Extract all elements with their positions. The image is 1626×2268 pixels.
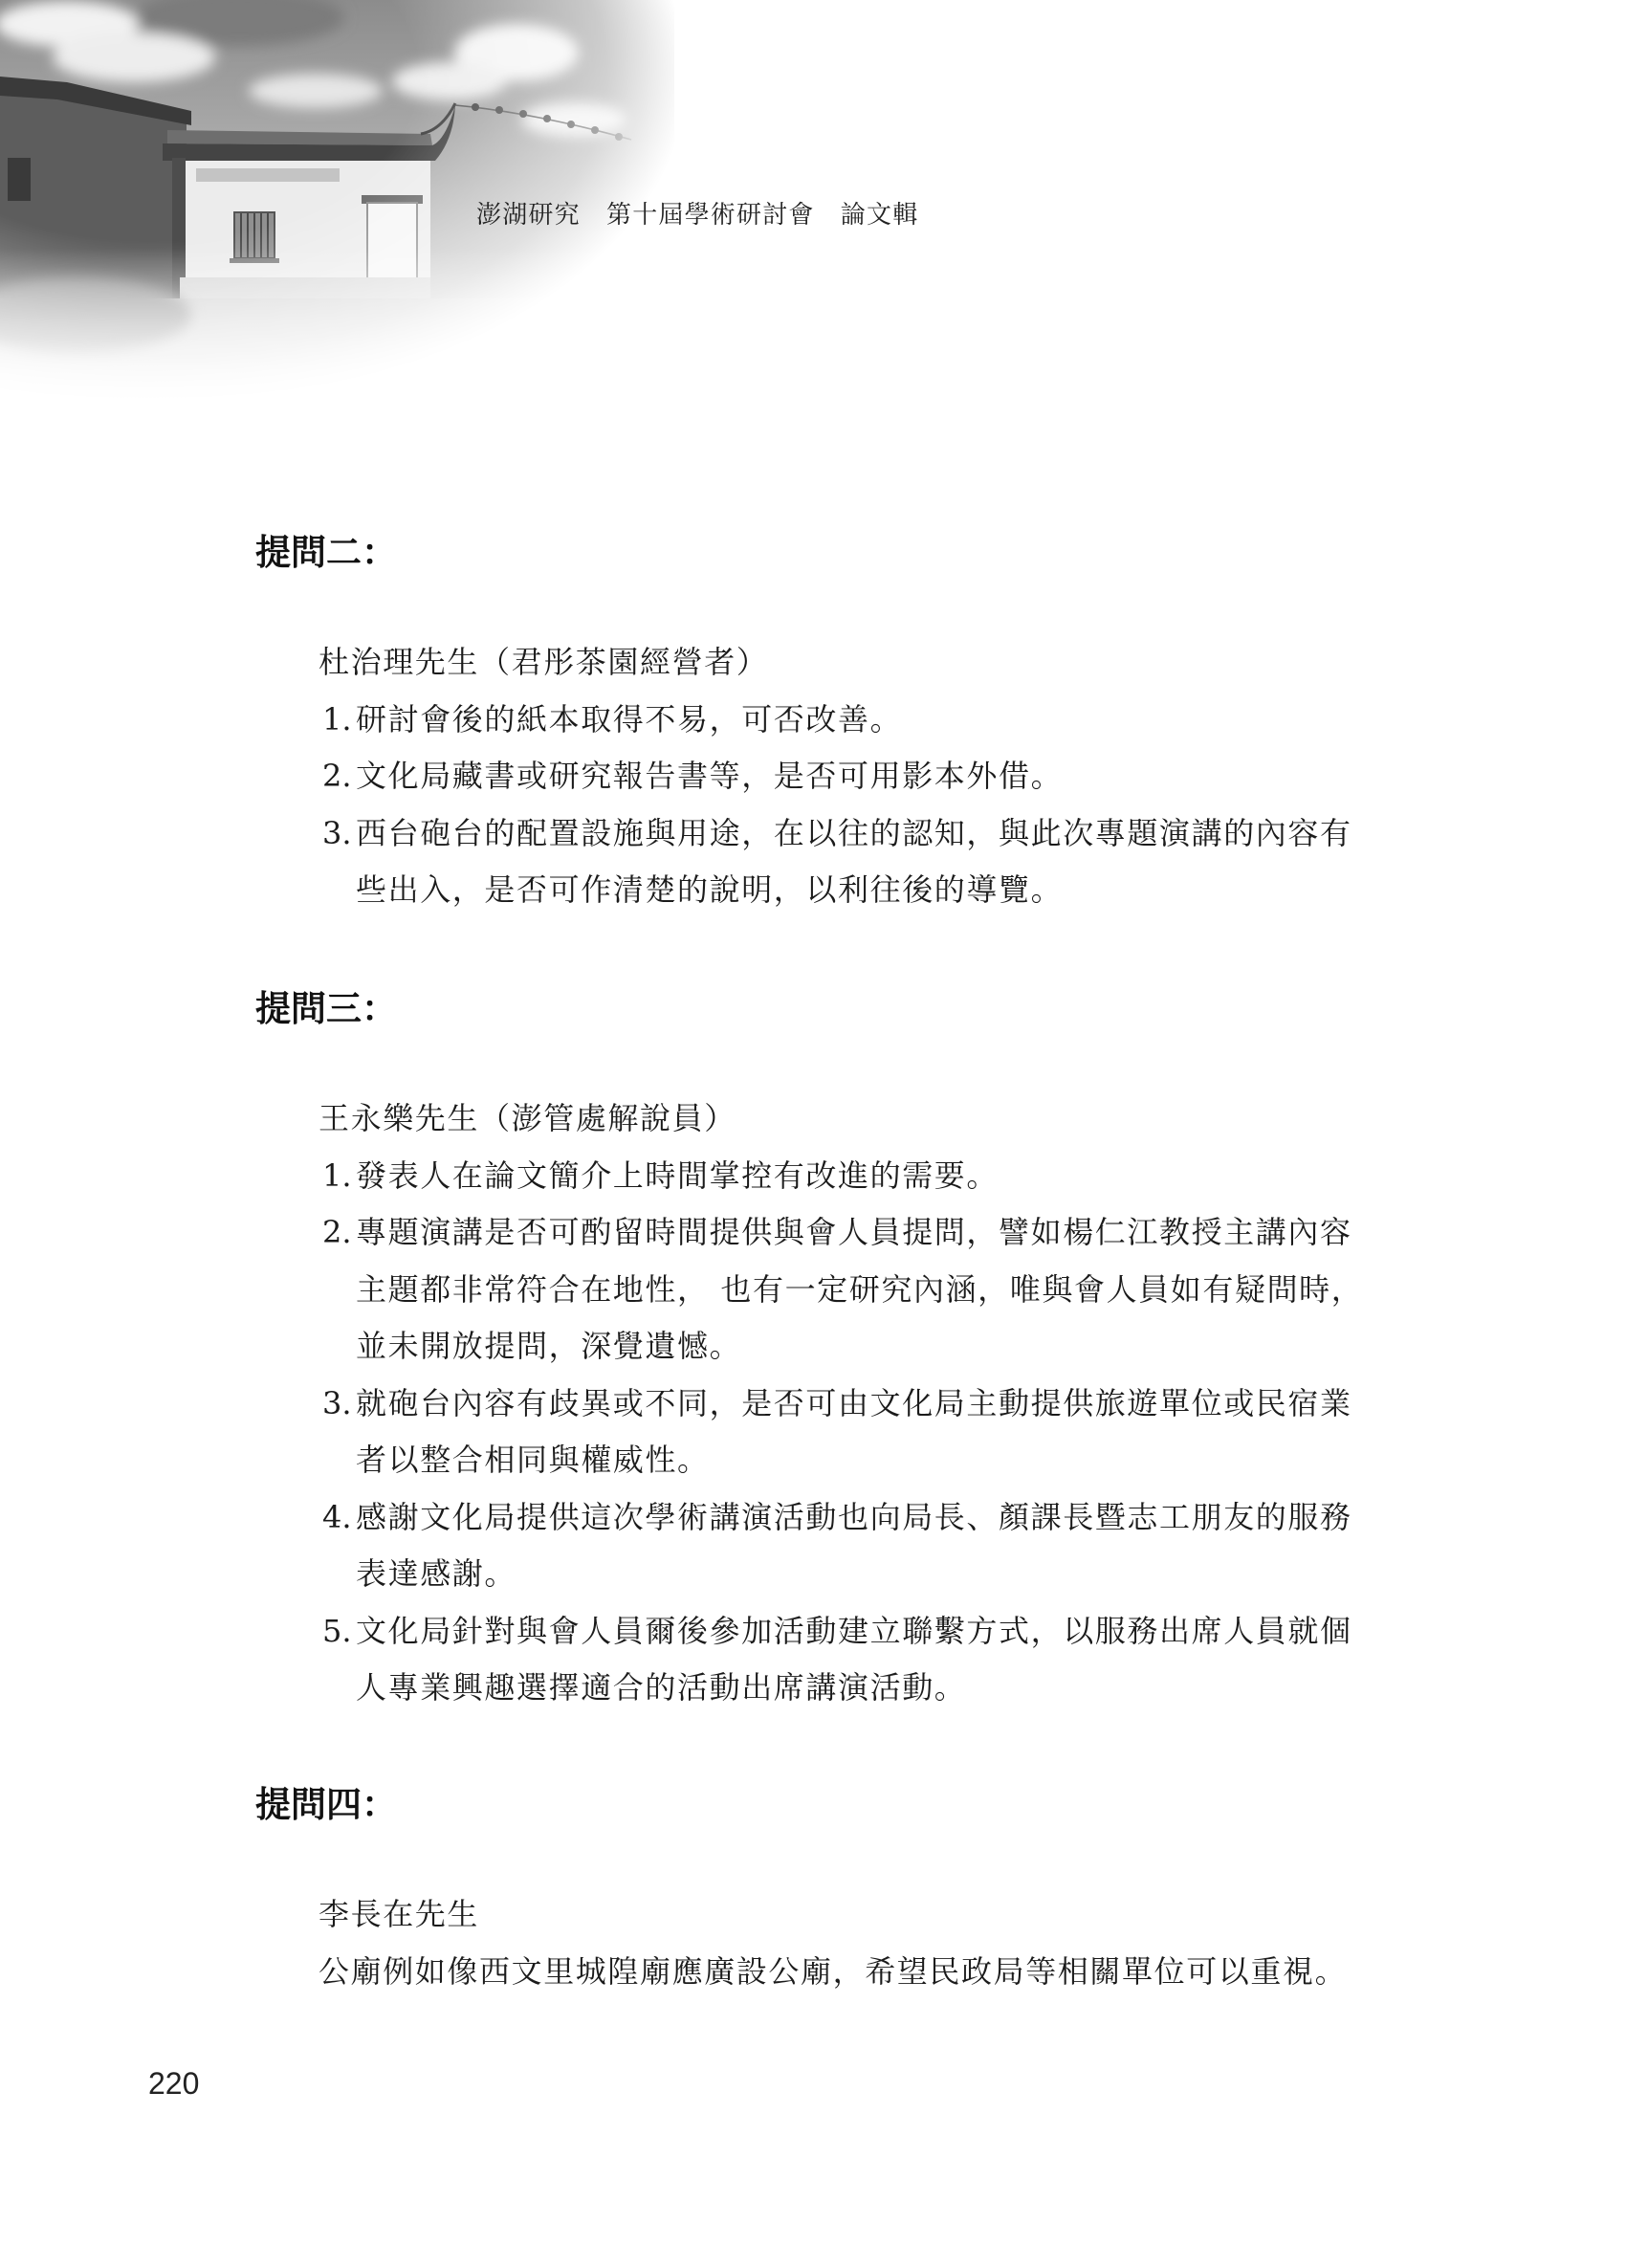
item-line — [322, 1204, 1363, 1262]
list-item — [255, 805, 1352, 919]
list-item — [255, 1204, 1363, 1376]
item-text-line: 主題都非常符合在地性， 也有一定研究內涵，唯與會人員如有疑問時， — [356, 1270, 1364, 1308]
item-line — [322, 1376, 1363, 1433]
list-item — [255, 1603, 1363, 1717]
item-number: 1. — [322, 1156, 352, 1194]
item-number: 1. — [322, 700, 352, 738]
item-text-line: 專題演講是否可酌留時間提供與會人員提問，譬如楊仁江教授主講內容 — [356, 1214, 1352, 1250]
left-window — [8, 158, 31, 201]
speaker-name: 王永樂先生（澎管處解說員） — [319, 1100, 736, 1136]
cloud — [249, 74, 383, 108]
item-text-line: 文化局藏書或研究報告書等，是否可用影本外借。 — [356, 758, 1064, 794]
question-section — [255, 1781, 1347, 2000]
item-number: 3. — [322, 814, 352, 851]
cloud — [521, 102, 626, 137]
page-number: 220 — [148, 2066, 200, 2101]
light-bulb — [567, 121, 575, 128]
item-text-line: 西台砲台的配置設施與用途，在以往的認知，與此次專題演講的內容有 — [356, 814, 1352, 851]
item-text-line: 並未開放提問，深覺遺憾。 — [356, 1328, 742, 1364]
item-line — [322, 692, 1352, 749]
item-text-line: 文化局針對與會人員爾後參加活動建立聯繫方式，以服務出席人員就個 — [356, 1612, 1352, 1649]
list-item — [255, 1148, 1363, 1205]
question-heading: 提問三： — [255, 988, 397, 1029]
comment-paragraph: 公廟例如像西文里城隍廟應廣設公廟，希望民政局等相關單位可以重視。 — [319, 1952, 1348, 1990]
item-text-line: 人專業興趣選擇適合的活動出席講演活動。 — [356, 1669, 967, 1706]
light-bulb — [591, 126, 599, 134]
running-header: 澎湖研究 第十屆學術研討會 論文輯 — [476, 201, 919, 230]
light-bulb — [615, 133, 623, 141]
item-line — [322, 1489, 1363, 1547]
item-line — [322, 748, 1352, 805]
light-bulb — [543, 115, 551, 122]
speaker-name: 李長在先生 — [319, 1896, 480, 1932]
question-section — [255, 529, 1352, 919]
item-text-line: 表達感謝。 — [356, 1555, 517, 1592]
item-text-line: 感謝文化局提供這次學術講演活動也向局長、顏課長暨志工朋友的服務 — [356, 1498, 1352, 1535]
cloud — [392, 62, 507, 100]
item-line — [322, 1148, 1363, 1205]
question-heading: 提問二： — [255, 532, 397, 573]
item-line — [322, 1603, 1363, 1661]
item-text-line: 就砲台內容有歧異或不同，是否可由文化局主動提供旅遊單位或民宿業 — [356, 1384, 1352, 1421]
speaker-name: 杜治理先生（君彤茶園經營者） — [319, 644, 769, 680]
light-bulb — [495, 106, 503, 114]
light-bulb — [472, 103, 479, 111]
item-number: 2. — [322, 758, 352, 794]
ground-mist — [0, 249, 674, 416]
item-number: 3. — [322, 1384, 352, 1421]
decorative-band — [196, 168, 340, 182]
item-number: 5. — [322, 1612, 352, 1649]
item-text-line: 研討會後的紙本取得不易，可否改善。 — [356, 700, 903, 738]
light-bulb — [519, 110, 527, 118]
item-text-line: 發表人在論文簡介上時間掌控有改進的需要。 — [356, 1156, 1000, 1194]
list-item — [255, 692, 1352, 749]
item-text-line: 些出入，是否可作清楚的說明，以利往後的導覽。 — [356, 871, 1064, 908]
item-number: 2. — [322, 1214, 352, 1250]
item-text-line: 者以整合相同與權威性。 — [356, 1442, 710, 1478]
cloud — [53, 33, 215, 82]
list-item — [255, 748, 1352, 805]
list-item — [255, 1376, 1363, 1489]
question-section — [255, 985, 1363, 1717]
item-number: 4. — [322, 1498, 352, 1535]
item-line — [322, 805, 1352, 863]
list-item — [255, 1489, 1363, 1603]
question-heading: 提問四： — [255, 1784, 397, 1825]
